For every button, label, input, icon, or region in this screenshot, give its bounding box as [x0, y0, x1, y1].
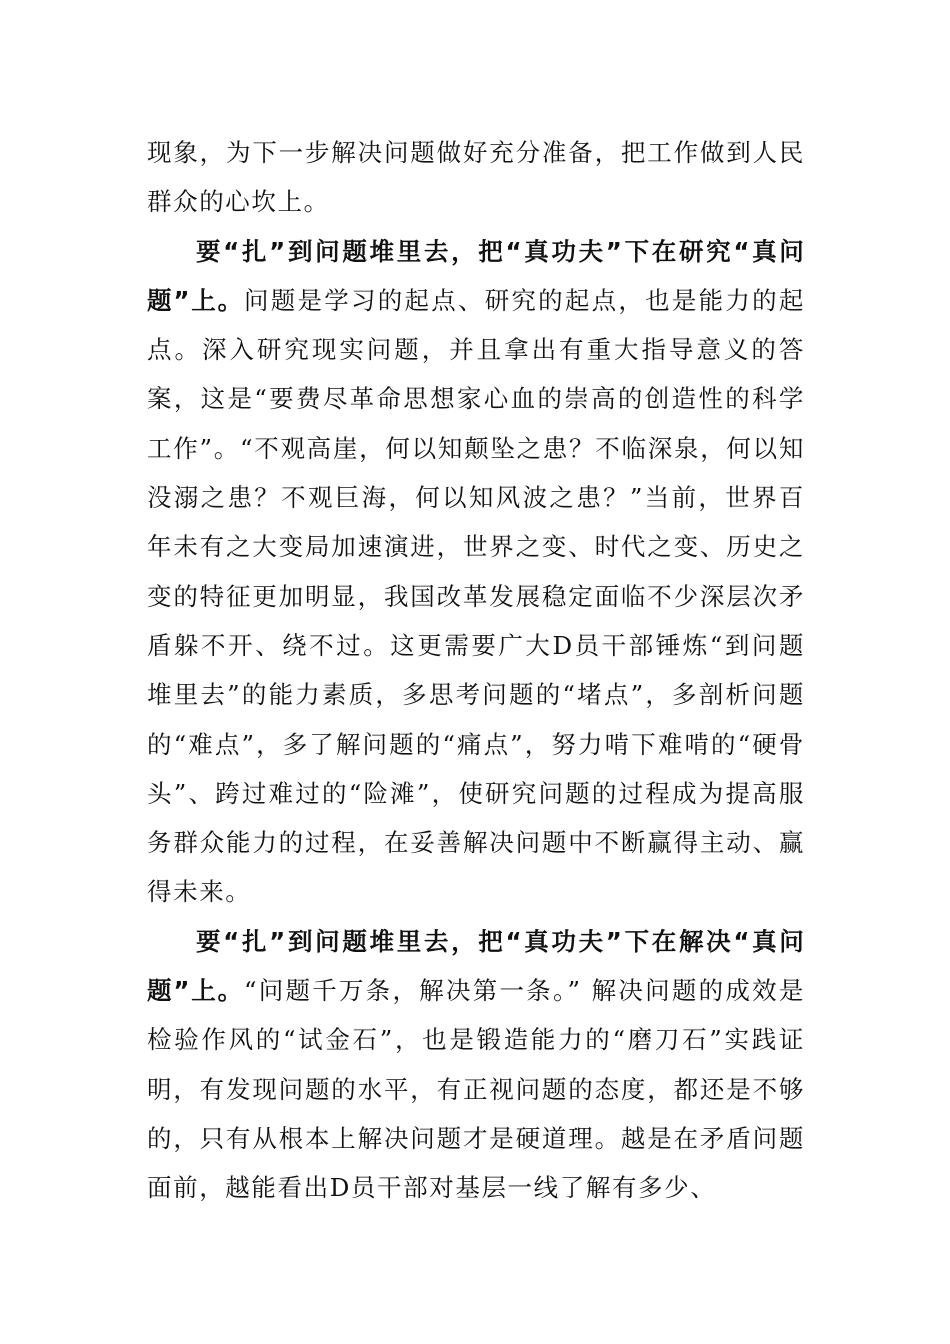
paragraph-heading: 要“扎”到问题堆里去，把“真功夫”下在研究“真问题”上。: [147, 236, 805, 315]
paragraph-solve-problems: [147, 917, 805, 1213]
paragraph-text: “问题千万条，解决第一条。” 解决问题的成效是检验作风的“试金石”，也是锻造能力的“磨刀石”实践证明，有发现问题的水平，有正视问题的态度，都还是不够的，只有从根本上解决问题才是硬道理。越是在矛盾问题面前，越能看出D员干部对基层一线了解有多少、: [147, 976, 805, 1203]
paragraph-heading: 要“扎”到问题堆里去，把“真功夫”下在解决“真问题”上。: [147, 926, 805, 1006]
paragraph-text: 现象，为下一步解决问题做好充分准备，把工作做到人民群众的心坎上。: [147, 138, 805, 217]
paragraph-research-problems: [147, 227, 805, 917]
document-body: [147, 128, 805, 1213]
paragraph-text: 问题是学习的起点、研究的起点，也是能力的起点。深入研究现实问题，并且拿出有重大指导意义的答案，这是“要费尽革命思想家心血的崇高的创造性的科学工作”。“不观高崖，何以知颠坠之患？不临深泉，何以知没溺之患？不观巨海，何以知风波之患？”当前，世界百年未有之大变局加速演进，世界之变、时代之变、历史之变的特征更加明显，我国改革发展稳定面临不少深层次矛盾躲不开、绕不过。这更需要广大D员干部锤炼“到问题堆里去”的能力素质，多思考问题的“堵点”，多剖析问题的“难点”，多了解问题的“痛点”，努力啃下难啃的“硬骨头”、跨过难过的“险滩”，使研究问题的过程成为提高服务群众能力的过程，在妥善解决问题中不断赢得主动、赢得未来。: [147, 285, 805, 907]
paragraph-continuation: [147, 128, 805, 227]
